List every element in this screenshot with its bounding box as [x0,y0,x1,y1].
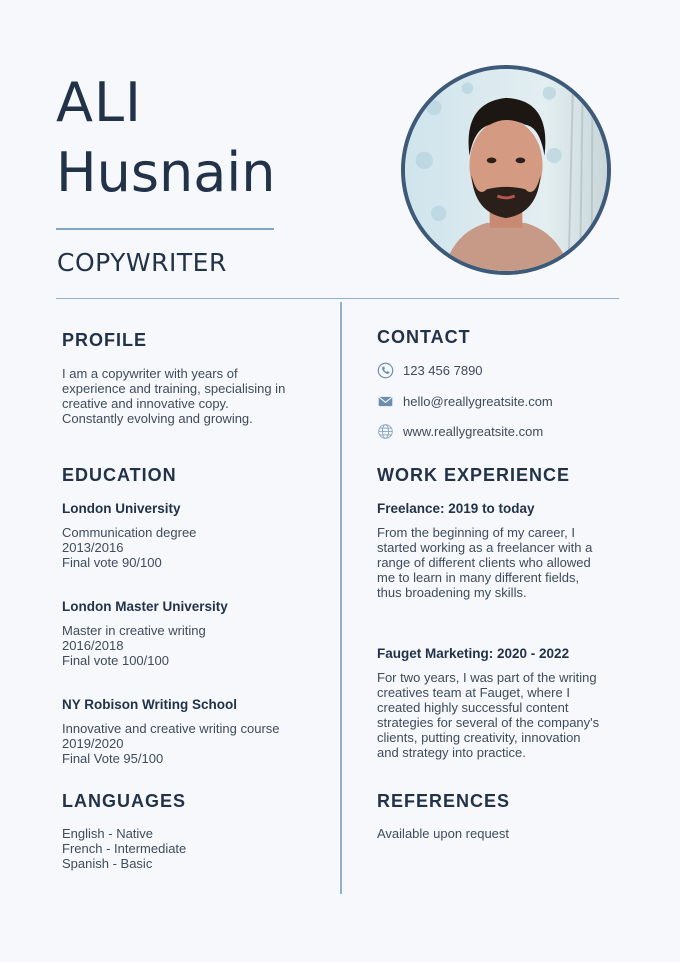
job-heading: Freelance: 2019 to today [377,501,535,516]
header-divider [56,298,619,299]
job-heading: Fauget Marketing: 2020 - 2022 [377,646,570,661]
education-school: London Master University [62,599,228,614]
work-experience-heading: WORK EXPERIENCE [377,465,571,485]
last-name: Husnain [56,141,276,204]
job-title: COPYWRITER [57,248,227,277]
education-heading: EDUCATION [62,465,177,485]
education-details: Innovative and creative writing course 2019/2020 Final Vote 95/100 [62,721,280,766]
title-divider [56,228,274,230]
references-heading: REFERENCES [377,791,511,811]
languages-list: English - Native French - Intermediate Spanish - Basic [62,826,187,871]
email-icon [377,393,394,410]
profile-heading: PROFILE [62,330,148,350]
job-description: For two years, I was part of the writing creatives team at Fauget, where I created highly successful content strategies for several of the company's clients, putting creativity, innovation and strategy into practice. [377,670,600,760]
education-school: NY Robison Writing School [62,697,237,712]
globe-icon [377,423,394,440]
languages-heading: LANGUAGES [62,791,187,811]
portrait-illustration [405,69,607,271]
phone-number: 123 456 7890 [403,363,483,378]
contact-heading: CONTACT [377,327,471,347]
column-divider [340,302,342,894]
first-name: ALI [56,71,142,134]
education-details: Master in creative writing 2016/2018 Final vote 100/100 [62,623,206,668]
profile-text: I am a copywriter with years of experience and training, specialising in creative and innovative copy. Constantly evolving and growing. [62,366,286,426]
website-url[interactable]: www.reallygreatsite.com [403,424,544,439]
contact-phone [377,362,483,379]
profile-photo [401,65,611,275]
contact-email [377,393,553,410]
education-school: London University [62,501,181,516]
references-text: Available upon request [377,826,510,841]
email-address[interactable]: hello@reallygreatsite.com [403,394,553,409]
contact-website [377,423,543,440]
education-details: Communication degree 2013/2016 Final vote 90/100 [62,525,197,570]
phone-icon [377,362,394,379]
job-description: From the beginning of my career, I started working as a freelancer with a range of different clients who allowed me to learn in many different fields, thus broadening my skills. [377,525,593,600]
